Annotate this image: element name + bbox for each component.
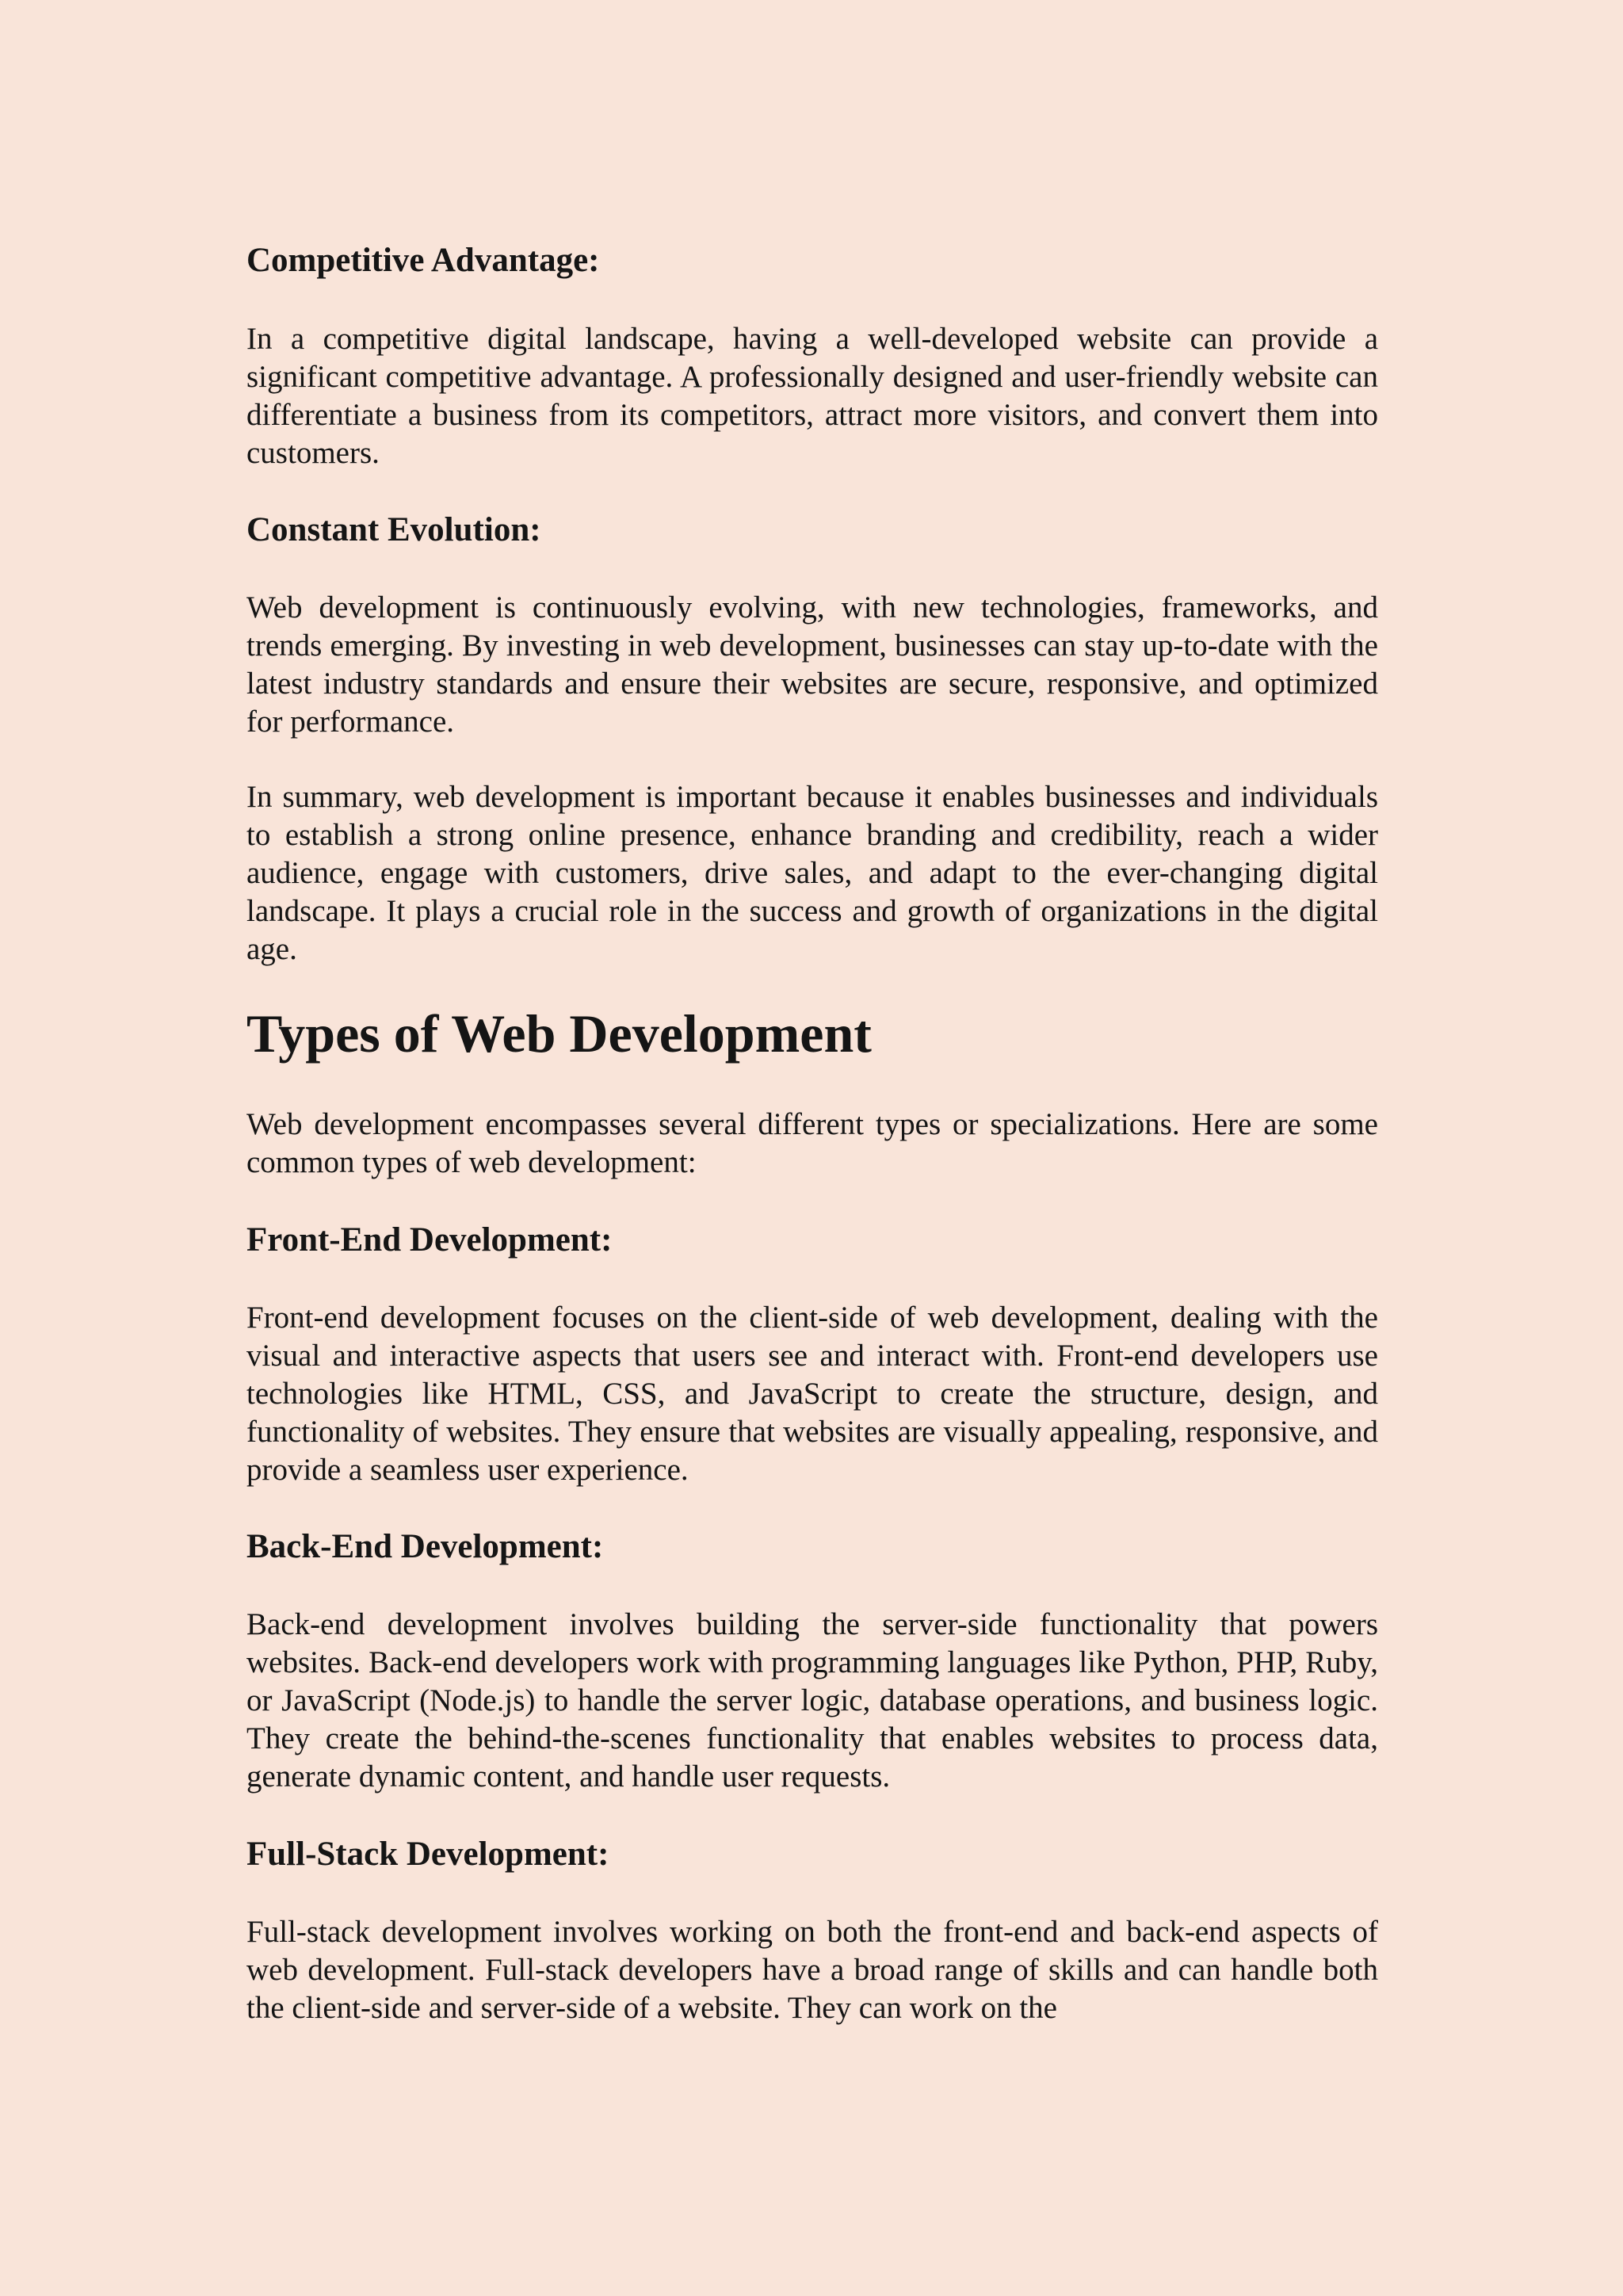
full-stack-paragraph: Full-stack development involves working on both the front-end and back-end aspects of web development. Full-stack developers have a broad range of skills and can handle both the client-side and server-side of a website. They can work on the xyxy=(246,1915,1378,2025)
competitive-advantage-heading: Competitive Advantage: xyxy=(246,242,600,279)
competitive-advantage-paragraph: In a competitive digital landscape, having a well-developed website can provide a significant competitive advantage. A professionally designed and user-friendly website can differentiate a business from its competitors, attract more visitors, and convert them into customers. xyxy=(246,322,1378,470)
types-intro-paragraph: Web development encompasses several different types or specializations. Here are some common types of web development: xyxy=(246,1107,1378,1179)
types-section-title: Types of Web Development xyxy=(246,1003,872,1064)
back-end-paragraph: Back-end development involves building the server-side functionality that powers websites. Back-end developers work with programming languages like Python, PHP, Ruby, or JavaScript (Node.js) to handle the server logic, database operations, and business logic. They create the behind-the-scenes functionality that enables websites to process data, generate dynamic content, and handle user requests. xyxy=(246,1607,1378,1794)
back-end-heading: Back-End Development: xyxy=(246,1528,604,1565)
front-end-paragraph: Front-end development focuses on the client-side of web development, dealing with the visual and interactive aspects that users see and interact with. Front-end developers use technologies like HTML, CSS, and JavaScript to create the structure, design, and functionality of websites. They ensure that websites are visually appealing, responsive, and provide a seamless user experience. xyxy=(246,1301,1378,1487)
front-end-heading: Front-End Development: xyxy=(246,1221,613,1259)
constant-evolution-paragraph: Web development is continuously evolving, with new technologies, frameworks, and trends emerging. By investing in web development, businesses can stay up-to-date with the latest industry standards and ensure their websites are secure, responsive, and optimized for performance. xyxy=(246,590,1378,739)
constant-evolution-heading: Constant Evolution: xyxy=(246,511,541,548)
full-stack-heading: Full-Stack Development: xyxy=(246,1836,609,1873)
summary-paragraph: In summary, web development is important because it enables businesses and individuals to establish a strong online presence, enhance branding and credibility, reach a wider audience, engage with customers, drive sales, and adapt to the ever-changing digital landscape. It plays a crucial role in the success and growth of organizations in the digital age. xyxy=(246,780,1378,966)
